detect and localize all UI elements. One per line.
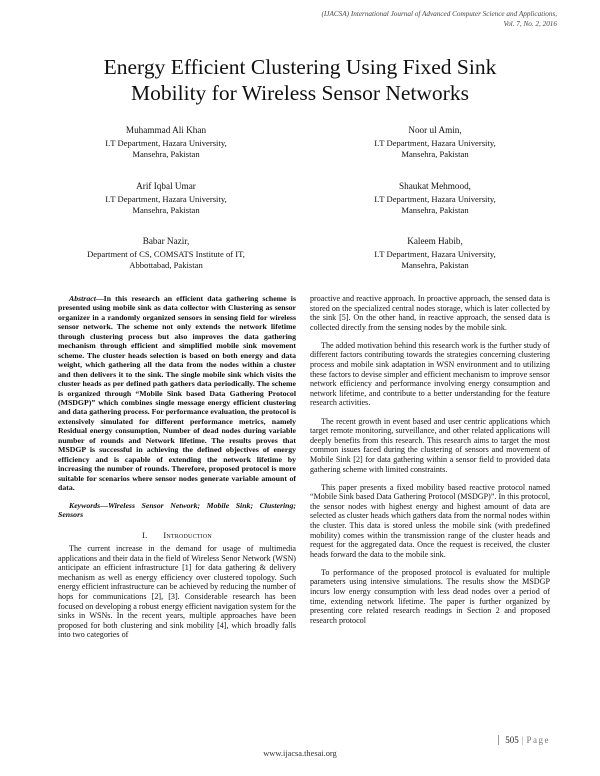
intro-paragraph: The current increase in the demand for usage of multimedia applications and their data in the field of Wireless Senor Network (WSN) anticipate an efficient infrastructure [1] for data gathering & delivery mechanism as well as energy efficiency over clustered topology. Such energy efficient infrastructure can be achieved by reducing the number of hops for communications [2], [3]. Considerable research has been focused on developing a robust energy efficient navigation system for the sinks in WSNs. In the recent years, multiple approaches have been proposed for both clustering and sink mobility [4], which broadly falls into two categories of <box>58 544 296 640</box>
author-name: Kaleem Habib, <box>407 236 463 246</box>
page-number-value: 505 <box>505 735 519 745</box>
body-paragraph: The added motivation behind this research work is the further study of different factors contributing towards the strategies concerning clustering process and mobile sink adaptation in WSN environment and to utilizing these factors to devise simpler and efficient mechanism to improve sensor network efficiency and performance involving energy consumption and network lifetime, and contribute to a better understanding for the feature research activities. <box>310 340 550 408</box>
author-affiliation: I.T Department, Hazara University, <box>374 137 496 148</box>
paper-title-line2: Mobility for Wireless Sensor Networks <box>131 81 469 105</box>
author-block <box>56 236 276 272</box>
paper-title-line1: Energy Efficient Clustering Using Fixed Sink <box>103 55 497 79</box>
body-paragraph: proactive and reactive approach. In proactive approach, the sensed data is stored on the specialized central nodes storage, which is later collected by the sink [5]. On the other hand, in reactive approach, the sensed data is collected directly from the sensing nodes by the mobile sink. <box>310 294 550 332</box>
author-block <box>325 181 545 217</box>
journal-header-line1: (IJACSA) International Journal of Advanced Computer Science and Applications, <box>321 10 557 18</box>
section-heading <box>58 531 296 541</box>
keywords: Keywords—Wireless Sensor Network; Mobile Sink; Clustering; Sensors <box>58 500 296 520</box>
author-location: Mansehra, Pakistan <box>132 205 200 216</box>
author-block <box>325 125 545 161</box>
left-column <box>58 294 296 640</box>
author-location: Mansehra, Pakistan <box>132 149 200 160</box>
author-affiliation: I.T Department, Hazara University, <box>374 248 496 259</box>
right-column <box>310 294 550 625</box>
author-affiliation: Department of CS, COMSATS Institute of IT, <box>87 248 245 259</box>
body-paragraph: This paper presents a fixed mobility based reactive protocol named “Mobile Sink based Data Gathering Protocol (MSDGP)”. In this protocol, the sensor nodes with highest energy and highest amount of data are selected as cluster heads which gathers data from the normal nodes within the cluster. This data is stored unless the mobile sink (with predefined mobility) comes within the transmission range of the cluster heads and request for the aggregated data. Once the request is received, the cluster heads forward the data to the mobile sink. <box>310 482 550 559</box>
author-location: Abbottabad, Pakistan <box>129 260 203 271</box>
author-block <box>325 236 545 272</box>
journal-header <box>237 9 557 29</box>
footer-website: www.ijacsa.thesai.org <box>263 749 337 758</box>
journal-header-line2: Vol. 7, No. 2, 2016 <box>503 20 557 28</box>
abstract-dash: — <box>95 294 104 303</box>
page-number <box>498 735 550 745</box>
section-title: Introduction <box>163 530 212 540</box>
body-paragraph: The recent growth in event based and user centric applications which target remote monitoring, surveillance, and other related applications will deeply benefits from this research. This research aims to target the most common issues faced during the clustering of sensors and movement of Mobile Sink [2] for data gathering within a sensor field to provided data gathering scheme with limited constraints. <box>310 416 550 474</box>
author-name: Babar Nazir, <box>142 236 190 246</box>
author-affiliation: I.T Department, Hazara University, <box>105 193 227 204</box>
author-location: Mansehra, Pakistan <box>401 149 469 160</box>
author-name: Arif Iqbal Umar <box>136 181 196 191</box>
author-name: Noor ul Amin, <box>408 125 462 135</box>
author-affiliation: I.T Department, Hazara University, <box>374 193 496 204</box>
body-paragraph: To performance of the proposed protocol is evaluated for multiple parameters using intensive simulations. The results show the MSDGP incurs low energy consumption with less dead nodes over a period of time, extending network lifetime. The paper is further organized by presenting core related research readings in Section 2 and proposed research protocol <box>310 567 550 625</box>
abstract <box>58 294 296 493</box>
abstract-text: In this research an efficient data gathering scheme is presented using mobile sink as data collector with Clustering as sensor organizer in a randomly organized sensors in sensing field for wireless sensor network. The scheme not only extends the network lifetime through clustering process but also improves the data gathering mechanism through efficient and simplified mobile sink movement scheme. The cluster heads selection is based on both energy and data weight, which gathering all the data from the nodes within a cluster and then delivers it to the sink. The single mobile sink which visits the cluster heads as per defined path gathers data periodically. The scheme is organized through “Mobile Sink based Data Gathering Protocol (MSDGP)” which combines single message energy efficient clustering and data gathering process. For performance evaluation, the protocol is extensively simulated for different performance metrics, namely Residual energy consumption, Number of dead nodes during variable number of rounds and Network lifetime. The results proves that MSDGP is successful in achieving the defined objectives of energy efficiency and is capable of extending the network lifetime by increasing the number of rounds. Therefore, proposed protocol is more suitable for scenarios where sensor nodes generate variable amount of data. <box>58 294 297 493</box>
page-word: Page <box>526 735 550 745</box>
author-location: Mansehra, Pakistan <box>401 260 469 271</box>
paper-title <box>40 54 560 106</box>
section-number: I. <box>142 530 148 540</box>
abstract-lead: Abstract <box>69 294 96 303</box>
author-block <box>56 125 276 161</box>
author-block <box>56 181 276 217</box>
author-name: Shaukat Mehmood, <box>399 181 471 191</box>
page-separator: | <box>521 735 524 745</box>
author-affiliation: I.T Department, Hazara University, <box>105 137 227 148</box>
author-name: Muhammad Ali Khan <box>125 125 207 135</box>
author-location: Mansehra, Pakistan <box>401 205 469 216</box>
